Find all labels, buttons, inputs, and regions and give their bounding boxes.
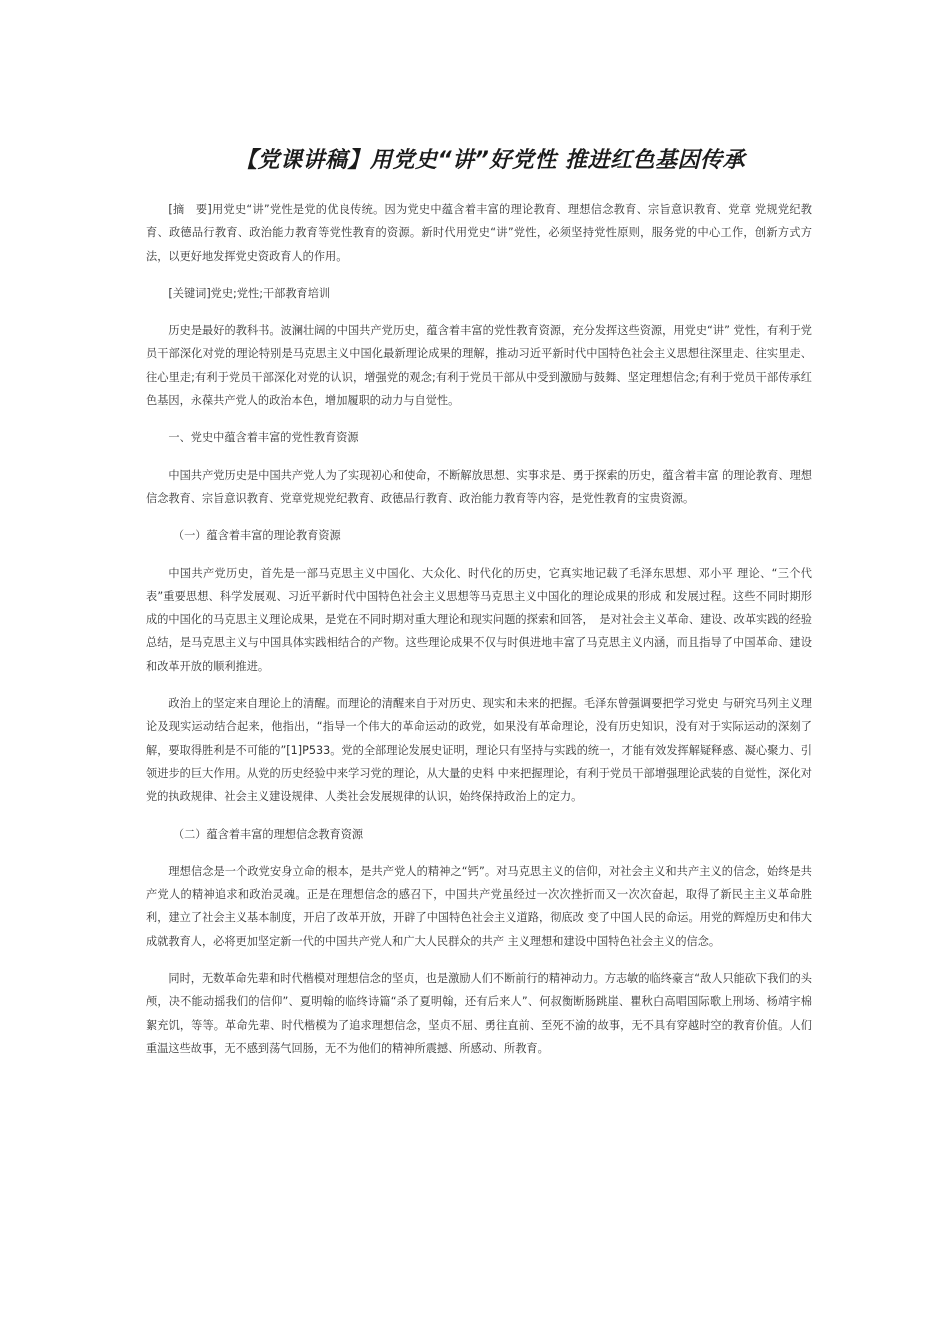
subsection-heading-2: （二）蕴含着丰富的理想信念教育资源 <box>172 827 364 841</box>
body-paragraph: 中国共产党历史是中国共产党人为了实现初心和使命，不断解放思想、实事求是、勇于探索的历史，蕴含着丰富 的理论教育、理想信念教育、宗旨意识教育、党章党规党纪教育、政德品行教育、政治能力教育等内容，是党性教育的宝贵资源。 <box>146 468 812 505</box>
document-title: 【党课讲稿】用党史“讲”好党性 推进红色基因传承 <box>235 147 745 173</box>
body-paragraph: 同时，无数革命先辈和时代楷模对理想信念的坚贞，也是激励人们不断前行的精神动力。方志敏的临终豪言“敌人只能砍下我们的头颅，决不能动摇我们的信仰”、夏明翰的临终诗篇“杀了夏明翰，还有后来人”、何叔衡断肠跳崖、瞿秋白高唱国际歌上刑场、杨靖宇棉絮充饥，等等。革命先辈、时代楷模为了追求理想信念，坚贞不屈、勇往直前、至死不渝的故事，无不具有穿越时空的教育价值。人们重温这些故事，无不感到荡气回肠，无不为他们的精神所震撼、所感动、所教育。 <box>146 972 812 1055</box>
body-paragraph: 政治上的坚定来自理论上的清醒。而理论的清醒来自于对历史、现实和未来的把握。毛泽东曾强调要把学习党史 与研究马列主义理论及现实运动结合起来，他指出，“指导一个伟大的革命运动的政党，如果没有革命理论，没有历史知识，没有对于实际运动的深刻了解，要取得胜利是不可能的”[1]P533。党的全部理论发展史证明，理论只有坚持与实践的统一，才能有效发挥解疑释惑、凝心聚力、引领进步的巨大作用。从党的历史经验中来学习党的理论，从大量的史料 中来把握理论，有利于党员干部增强理论武装的自觉性，深化对党的执政规律、社会主义建设规律、人类社会发展规律的认识，始终保持政治上的定力。 <box>146 697 812 804</box>
keywords-paragraph: [关键词]党史;党性;干部教育培训 <box>168 286 331 300</box>
section-heading-1: 一、党史中蕴含着丰富的党性教育资源 <box>168 431 359 445</box>
subsection-heading-1: （一）蕴含着丰富的理论教育资源 <box>172 529 341 543</box>
body-paragraph: 理想信念是一个政党安身立命的根本，是共产党人的精神之“钙”。对马克思主义的信仰，对社会主义和共产主义的信念，始终是共产党人的精神追求和政治灵魂。正是在理想信念的感召下，中国共产党虽经过一次次挫折而又一次次奋起，取得了新民主主义革命胜利，建立了社会主义基本制度，开启了改革开放，开辟了中国特色社会主义道路，彻底改 变了中国人民的命运。用党的辉煌历史和伟大成就教育人，必将更加坚定新一代的中国共产党人和广大人民群众的共产 主义理想和建设中国特色社会主义的信念。 <box>146 864 812 948</box>
intro-paragraph: 历史是最好的教科书。波澜壮阔的中国共产党历史，蕴含着丰富的党性教育资源，充分发挥这些资源，用党史“讲” 党性，有利于党员干部深化对党的理论特别是马克思主义中国化最新理论成果的理解，推动习近平新时代中国特色社会主义思想往深里走、往实里走、往心里走;有利于党员干部深化对党的认识，增强党的观念;有利于党员干部从中受到激励与鼓舞、坚定理想信念;有利于党员干部传承红色基因，永葆共产党人的政治本色，增加履职的动力与自觉性。 <box>146 324 812 408</box>
body-paragraph: 中国共产党历史，首先是一部马克思主义中国化、大众化、时代化的历史，它真实地记载了毛泽东思想、邓小平 理论、“三个代表”重要思想、科学发展观、习近平新时代中国特色社会主义思想等马克思主义中国化的理论成果的形成 和发展过程。这些不同时期形成的中国化的马克思主义理论成果，是党在不同时期对重大理论和现实问题的探索和回答， 是对社会主义革命、建设、改革实践的经验总结，是马克思主义与中国具体实践相结合的产物。这些理论成果不仅与时俱进地丰富了马克思主义内涵，而且指导了中国革命、建设和改革开放的顺利推进。 <box>146 566 812 673</box>
abstract-paragraph: [摘 要]用党史“讲”党性是党的优良传统。因为党史中蕴含着丰富的理论教育、理想信念教育、宗旨意识教育、党章 党规党纪教育、政德品行教育、政治能力教育等党性教育的资源。新时代用党史“讲”党性，必须坚持党性原则，服务党的中心工作，创新方式方法，以更好地发挥党史资政育人的作用。 <box>146 203 812 263</box>
document-body <box>146 198 812 1074</box>
